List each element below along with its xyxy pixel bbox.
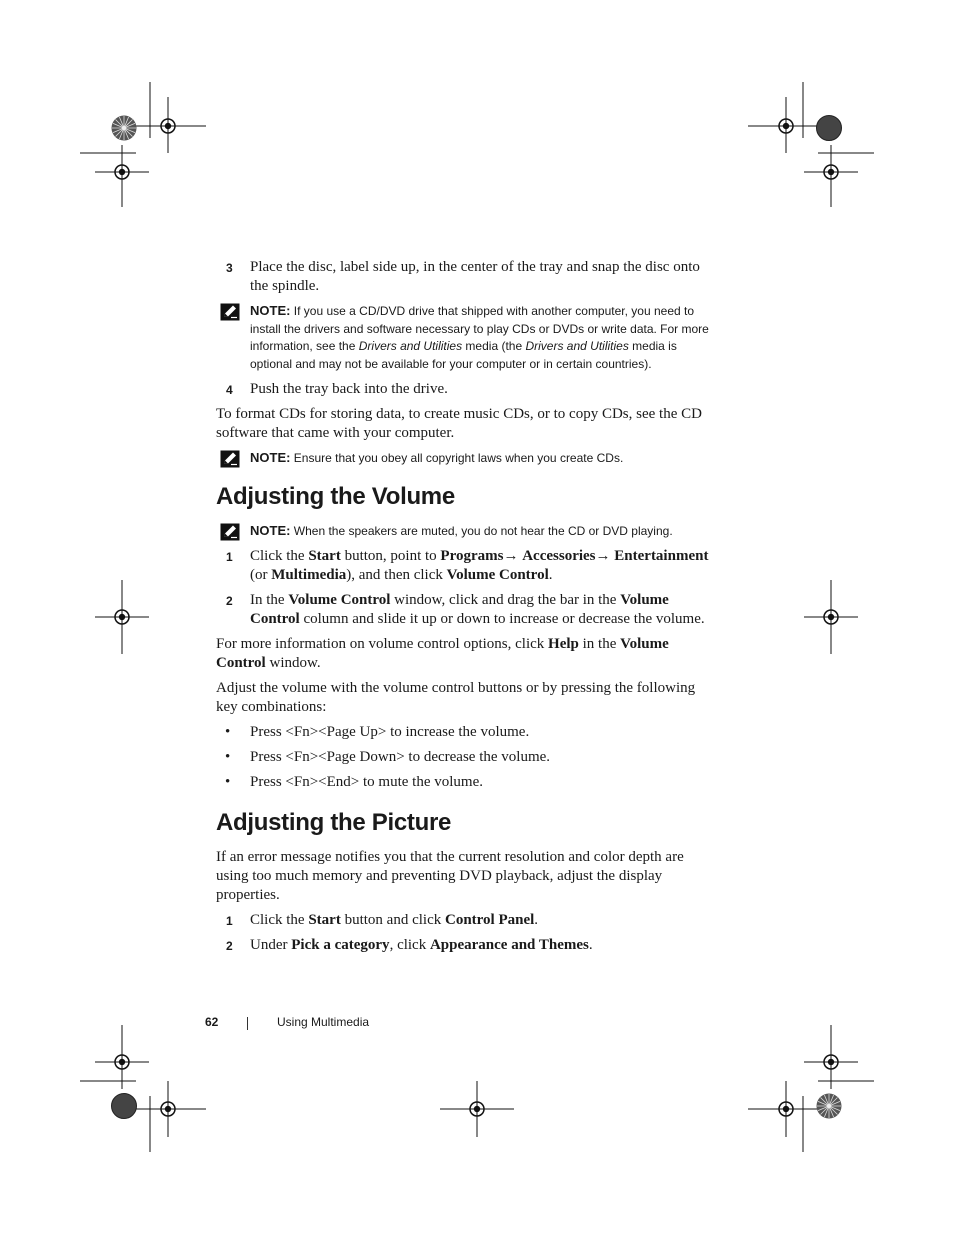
bullet-dot: • — [225, 724, 231, 740]
pencil-note-icon — [220, 303, 240, 321]
note-text: media is optional and may not be available for your computer or in certain countries). — [250, 339, 677, 371]
ui-term: Accessories — [522, 548, 596, 564]
step-4 — [216, 380, 716, 399]
step-text: Click the — [250, 548, 309, 564]
bullet-item — [216, 748, 716, 767]
step-text: . — [548, 567, 553, 583]
page-body — [216, 258, 716, 961]
step-text: Place the disc, label side up, in the center of the tray and snap the disc onto the spindle. — [250, 259, 700, 294]
step-number: 1 — [226, 550, 233, 564]
volume-step-1 — [216, 547, 716, 585]
step-number: 3 — [226, 261, 233, 275]
note-label: NOTE: — [250, 450, 291, 465]
bullet-text: Press <Fn><Page Up> to increase the volume. — [250, 724, 530, 740]
bullet-text: Press <Fn><Page Down> to decrease the volume. — [250, 749, 551, 765]
bullet-text: Press <Fn><End> to mute the volume. — [250, 774, 483, 790]
ui-term: Control Panel — [444, 912, 535, 928]
step-text: button, point to — [340, 548, 441, 564]
heading-adjusting-picture: Adjusting the Picture — [216, 809, 452, 836]
pencil-note-icon — [220, 523, 240, 541]
step-number: 2 — [226, 939, 233, 953]
note-italic-title: Drivers and Utilities — [525, 339, 629, 353]
ui-term: Appearance and Themes — [429, 937, 589, 953]
note-label: NOTE: — [250, 303, 291, 318]
paragraph-key-combinations: Adjust the volume with the volume control buttons or by pressing the following key combinations: — [216, 680, 696, 715]
page-number: 62 — [205, 1015, 219, 1029]
bullet-item — [216, 723, 716, 742]
note-text: media (the — [462, 339, 526, 353]
picture-step-2 — [216, 936, 716, 955]
heading-adjusting-volume: Adjusting the Volume — [216, 482, 455, 510]
ui-term: Multimedia — [271, 567, 347, 583]
para-text: in the — [578, 636, 621, 652]
ui-term: Volume Control — [446, 567, 549, 583]
picture-step-1 — [216, 911, 716, 930]
para-text: window. — [265, 655, 321, 671]
step-text: Push the tray back into the drive. — [250, 381, 448, 397]
ui-term: Volume Control — [216, 636, 669, 671]
note-italic-title: Drivers and Utilities — [358, 339, 463, 353]
ui-term: Volume Control — [250, 592, 669, 627]
note-copyright — [216, 449, 716, 468]
pencil-note-icon — [220, 450, 240, 468]
paragraph-error-message: If an error message notifies you that the current resolution and color depth are using too much memory and preventing DVD playback, adjust the display properties. — [216, 849, 684, 903]
step-text: , click — [389, 937, 430, 953]
chapter-title: Using Multimedia — [277, 1015, 370, 1029]
step-text: (or — [250, 567, 272, 583]
note-speakers-muted — [216, 522, 716, 541]
step-text: Click the — [250, 912, 309, 928]
volume-step-2 — [216, 591, 716, 629]
bullet-dot: • — [225, 749, 231, 765]
step-text: Under — [250, 937, 292, 953]
step-text: button and click — [340, 912, 445, 928]
footer-separator — [247, 1017, 248, 1030]
paragraph-format-cds: To format CDs for storing data, to create music CDs, or to copy CDs, see the CD software that came with your computer. — [216, 406, 702, 441]
ui-term: Volume Control — [288, 592, 391, 608]
ui-term: Entertainment — [614, 548, 709, 564]
bullet-dot: • — [225, 774, 231, 790]
note-label: NOTE: — [250, 522, 291, 538]
step-text: In the — [250, 592, 289, 608]
para-text: For more information on volume control options, click — [216, 636, 549, 652]
menu-arrow: → — [503, 548, 519, 564]
step-number: 2 — [226, 594, 233, 608]
step-text: . — [534, 912, 539, 928]
step-text: ), and then click — [346, 567, 447, 583]
note-cd-dvd-drivers — [216, 302, 716, 373]
ui-term: Pick a category — [291, 937, 390, 953]
note-text: When the speakers are muted, you do not hear the CD or DVD playing. — [290, 523, 673, 538]
note-text: Ensure that you obey all copyright laws when you create CDs. — [290, 451, 624, 465]
ui-term: Help — [548, 636, 579, 652]
step-text: . — [588, 937, 593, 953]
note-text: If you use a CD/DVD drive that shipped with another computer, you need to install the drivers and software necessary to play CDs or DVDs or write data. For more information, see the — [250, 304, 709, 353]
step-text: column and slide it up or down to increase or decrease the volume. — [299, 611, 705, 627]
step-number: 1 — [226, 914, 233, 928]
paragraph-volume-help — [216, 635, 716, 673]
bullet-item — [216, 773, 716, 792]
step-3 — [216, 258, 716, 296]
ui-term: Programs — [440, 548, 504, 564]
ui-term: Start — [308, 912, 341, 928]
menu-arrow: → — [595, 548, 611, 564]
step-number: 4 — [226, 383, 233, 397]
ui-term: Start — [308, 548, 341, 564]
step-text: window, click and drag the bar in the — [390, 592, 621, 608]
